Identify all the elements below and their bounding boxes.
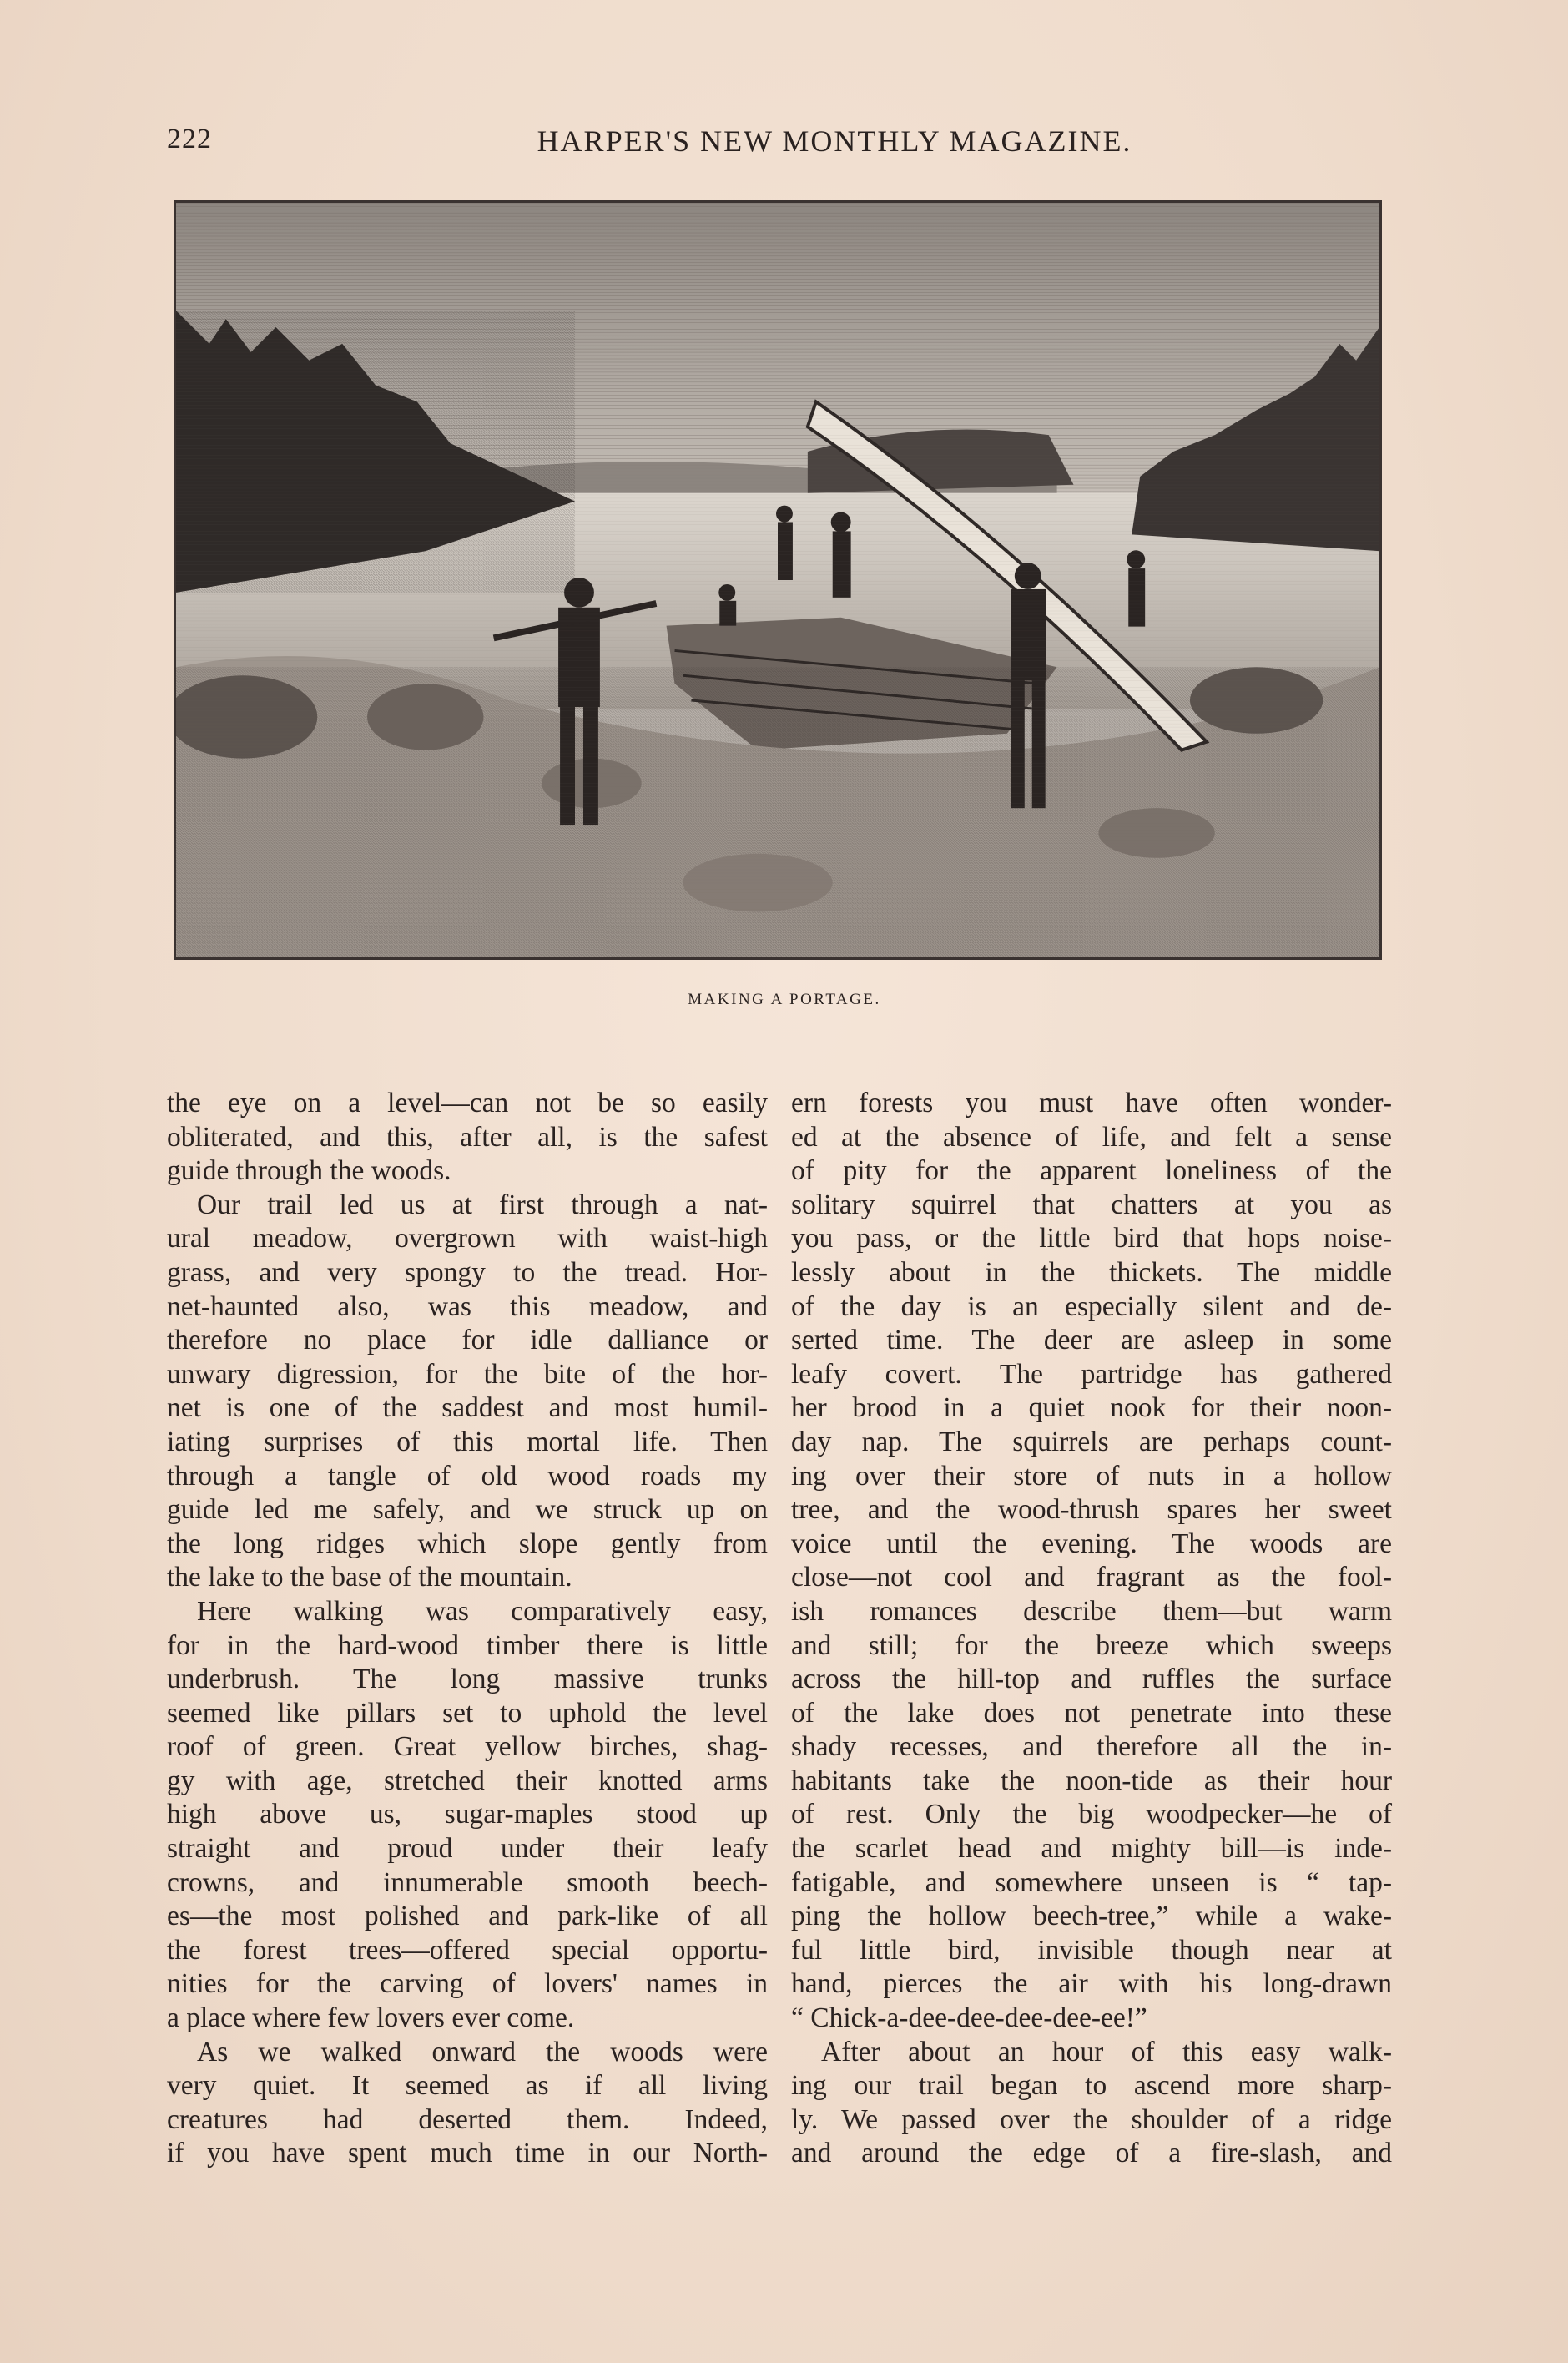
text-line: gy with age, stretched their knotted arms bbox=[167, 1765, 768, 1796]
text-line: ed at the absence of life, and felt a sense bbox=[791, 1121, 1392, 1153]
text-line: serted time. The deer are asleep in some bbox=[791, 1325, 1392, 1356]
text-line: ish romances describe them—but warm bbox=[791, 1595, 1392, 1627]
text-line: day nap. The squirrels are perhaps count- bbox=[791, 1426, 1392, 1457]
text-line: of rest. Only the big woodpecker—he of bbox=[791, 1799, 1392, 1830]
text-line: crowns, and innumerable smooth beech- bbox=[167, 1866, 768, 1898]
page-header bbox=[167, 124, 1402, 174]
text-line: seemed like pillars set to uphold the level bbox=[167, 1697, 768, 1729]
text-line: very quiet. It seemed as if all living bbox=[167, 2070, 768, 2102]
text-line: Here walking was comparatively easy, bbox=[197, 1595, 768, 1627]
text-line: obliterated, and this, after all, is the safest bbox=[167, 1121, 768, 1153]
text-line: if you have spent much time in our North- bbox=[167, 2138, 768, 2169]
text-line: solitary squirrel that chatters at you as bbox=[791, 1189, 1392, 1220]
text-line: of the lake does not penetrate into these bbox=[791, 1697, 1392, 1729]
text-line: tree, and the wood-thrush spares her sweet bbox=[791, 1494, 1392, 1526]
text-line: net is one of the saddest and most humil- bbox=[167, 1392, 768, 1424]
text-line: unwary digression, for the bite of the hor- bbox=[167, 1358, 768, 1390]
text-line: nities for the carving of lovers' names in bbox=[167, 1968, 768, 2000]
engraving-illustration bbox=[174, 200, 1382, 960]
text-line: the lake to the base of the mountain. bbox=[167, 1562, 572, 1593]
text-line: voice until the evening. The woods are bbox=[791, 1527, 1392, 1559]
text-line: across the hill-top and ruffles the surface bbox=[791, 1664, 1392, 1695]
text-line: and around the edge of a fire-slash, and bbox=[791, 2138, 1392, 2169]
text-line: therefore no place for idle dalliance or bbox=[167, 1325, 768, 1356]
text-line: close—not cool and fragrant as the fool- bbox=[791, 1562, 1392, 1593]
text-line: ful little bird, invisible though near at bbox=[791, 1934, 1392, 1966]
text-line: ly. We passed over the shoulder of a ridge bbox=[791, 2103, 1392, 2135]
text-line: ing over their store of nuts in a hollow bbox=[791, 1460, 1392, 1492]
text-line: leafy covert. The partridge has gathered bbox=[791, 1358, 1392, 1390]
text-line: lessly about in the thickets. The middle bbox=[791, 1256, 1392, 1288]
running-head: HARPER'S NEW MONTHLY MAGAZINE. bbox=[537, 124, 1132, 158]
text-line: guide through the woods. bbox=[167, 1155, 451, 1187]
text-line: ing our trail began to ascend more sharp- bbox=[791, 2070, 1392, 2102]
text-line: guide led me safely, and we struck up on bbox=[167, 1494, 768, 1526]
page-number: 222 bbox=[167, 124, 212, 154]
figure-caption: MAKING A PORTAGE. bbox=[688, 991, 881, 1008]
right-text-column bbox=[791, 1087, 1392, 2171]
text-line: After about an hour of this easy walk- bbox=[821, 2036, 1392, 2068]
text-line: ural meadow, overgrown with waist-high bbox=[167, 1223, 768, 1255]
text-line: for in the hard-wood timber there is little bbox=[167, 1629, 768, 1661]
text-line: a place where few lovers ever come. bbox=[167, 2002, 575, 2034]
text-line: high above us, sugar-maples stood up bbox=[167, 1799, 768, 1830]
text-line: the scarlet head and mighty bill—is inde- bbox=[791, 1833, 1392, 1865]
text-line: her brood in a quiet nook for their noon- bbox=[791, 1392, 1392, 1424]
text-line: grass, and very spongy to the tread. Hor- bbox=[167, 1256, 768, 1288]
text-line: and still; for the breeze which sweeps bbox=[791, 1629, 1392, 1661]
text-line: fatigable, and somewhere unseen is “ tap- bbox=[791, 1866, 1392, 1898]
text-line: es—the most polished and park-like of all bbox=[167, 1901, 768, 1932]
text-line: ping the hollow beech-tree,” while a wake- bbox=[791, 1901, 1392, 1932]
text-line: As we walked onward the woods were bbox=[197, 2036, 768, 2068]
text-line: of the day is an especially silent and de- bbox=[791, 1290, 1392, 1322]
text-line: through a tangle of old wood roads my bbox=[167, 1460, 768, 1492]
text-line: ern forests you must have often wonder- bbox=[791, 1088, 1392, 1118]
text-line: the long ridges which slope gently from bbox=[167, 1527, 768, 1559]
text-line: creatures had deserted them. Indeed, bbox=[167, 2103, 768, 2135]
text-line: the eye on a level—can not be so easily bbox=[167, 1088, 768, 1118]
text-line: Our trail led us at first through a nat- bbox=[197, 1189, 768, 1220]
text-line: habitants take the noon-tide as their hour bbox=[791, 1765, 1392, 1796]
text-line: “ Chick-a-dee-dee-dee-dee-ee!” bbox=[791, 2002, 1147, 2034]
text-line: the forest trees—offered special opportu- bbox=[167, 1934, 768, 1966]
text-line: hand, pierces the air with his long-drawn bbox=[791, 1968, 1392, 2000]
text-line: of pity for the apparent loneliness of the bbox=[791, 1155, 1392, 1187]
left-text-column bbox=[167, 1087, 768, 2171]
text-line: roof of green. Great yellow birches, shag- bbox=[167, 1731, 768, 1763]
text-line: you pass, or the little bird that hops noise- bbox=[791, 1223, 1392, 1255]
text-line: iating surprises of this mortal life. Then bbox=[167, 1426, 768, 1457]
text-line: straight and proud under their leafy bbox=[167, 1833, 768, 1865]
text-line: underbrush. The long massive trunks bbox=[167, 1664, 768, 1695]
text-line: shady recesses, and therefore all the in- bbox=[791, 1731, 1392, 1763]
text-line: net-haunted also, was this meadow, and bbox=[167, 1290, 768, 1322]
